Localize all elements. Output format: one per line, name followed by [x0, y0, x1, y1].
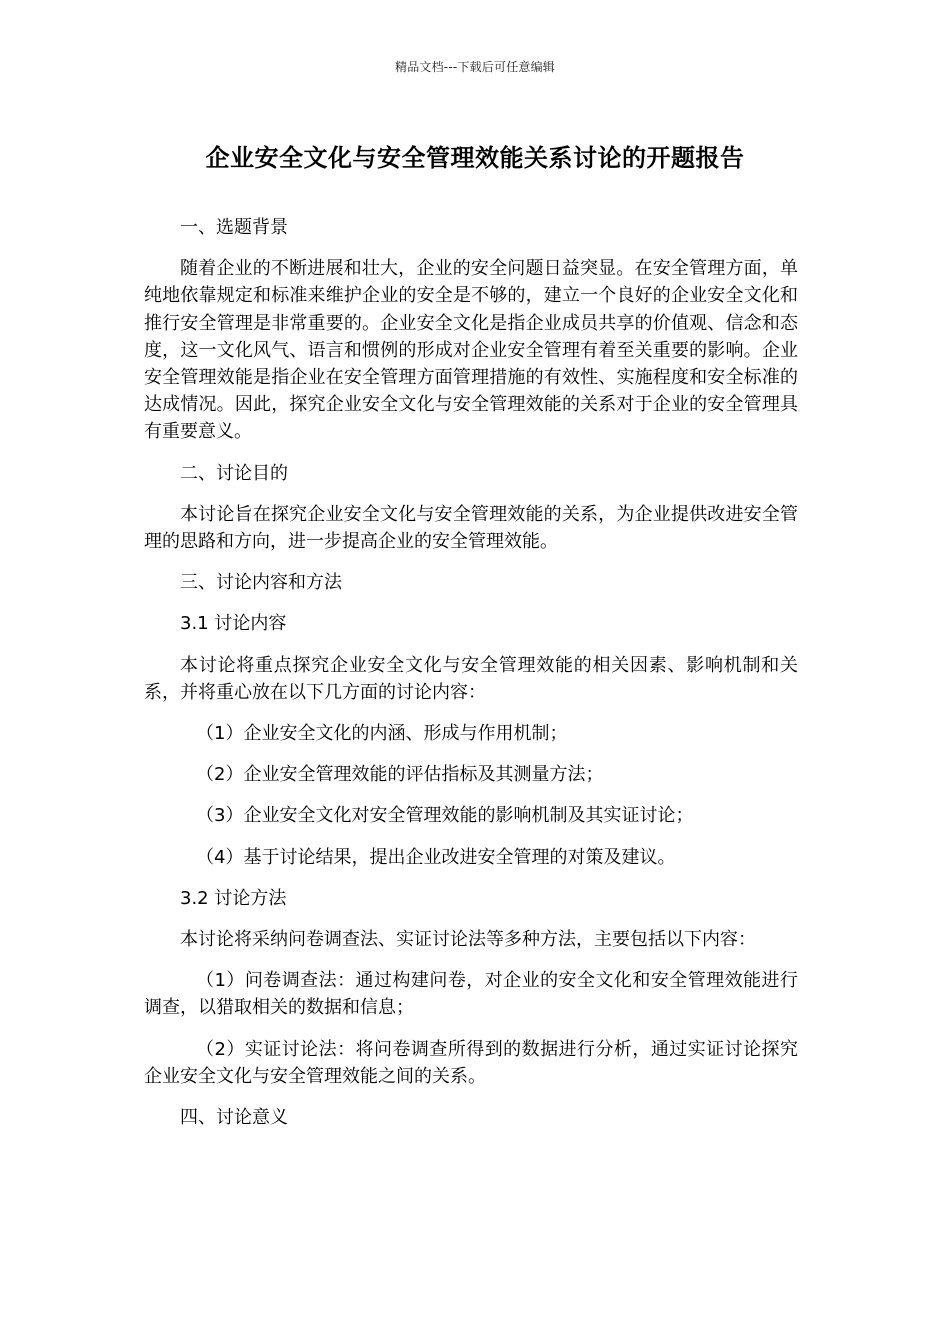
method-item: （2）实证讨论法：将问卷调查所得到的数据进行分析，通过实证讨论探究企业安全文化与安全管理效能之间的关系。 — [144, 1038, 798, 1087]
list-item: （1）企业安全文化的内涵、形成与作用机制； — [196, 723, 568, 745]
section-heading-background: 一、选题背景 — [180, 217, 288, 238]
method-item: （1）问卷调查法：通过构建问卷，对企业的安全文化和安全管理效能进行调查，以猎取相关的数据和信息； — [144, 970, 798, 1019]
section-heading-content-methods: 三、讨论内容和方法 — [180, 572, 342, 594]
list-item: （3）企业安全文化对安全管理效能的影响机制及其实证讨论； — [196, 805, 694, 827]
content-paragraph: 本讨论将重点探究企业安全文化与安全管理效能的相关因素、影响机制和关系，并将重心放在以下几方面的讨论内容： — [144, 654, 798, 703]
header-note: 精品文档---下载后可任意编辑 — [395, 60, 555, 74]
methods-paragraph: 本讨论将采纳问卷调查法、实证讨论法等多种方法，主要包括以下内容： — [180, 929, 756, 951]
document-title: 企业安全文化与安全管理效能关系讨论的开题报告 — [205, 144, 745, 172]
section-heading-significance: 四、讨论意义 — [180, 1107, 288, 1129]
section-heading-purpose: 二、讨论目的 — [180, 462, 288, 484]
document-body — [144, 214, 798, 1145]
subsection-heading-methods: 3.2 讨论方法 — [180, 887, 287, 909]
list-item: （2）企业安全管理效能的评估指标及其测量方法； — [196, 764, 604, 786]
list-item: （4）基于讨论结果，提出企业改进安全管理的对策及建议。 — [196, 846, 676, 868]
purpose-paragraph: 本讨论旨在探究企业安全文化与安全管理效能的关系，为企业提供改进安全管理的思路和方向，进一步提高企业的安全管理效能。 — [144, 503, 798, 553]
background-paragraph: 随着企业的不断进展和壮大，企业的安全问题日益突显。在安全管理方面，单纯地依靠规定和标准来维护企业的安全是不够的，建立一个良好的企业安全文化和推行安全管理是非常重要的。企业安全文化是指企业成员共享的价值观、信念和态度，这一文化风气、语言和惯例的形成对企业安全管理有着至关重要的影响。企业安全管理效能是指企业在安全管理方面管理措施的有效性、实施程度和安全标准的达成情况。因此，探究企业安全文化与安全管理效能的关系对于企业的安全管理具有重要意义。 — [144, 258, 798, 443]
subsection-heading-content: 3.1 讨论内容 — [180, 613, 287, 635]
